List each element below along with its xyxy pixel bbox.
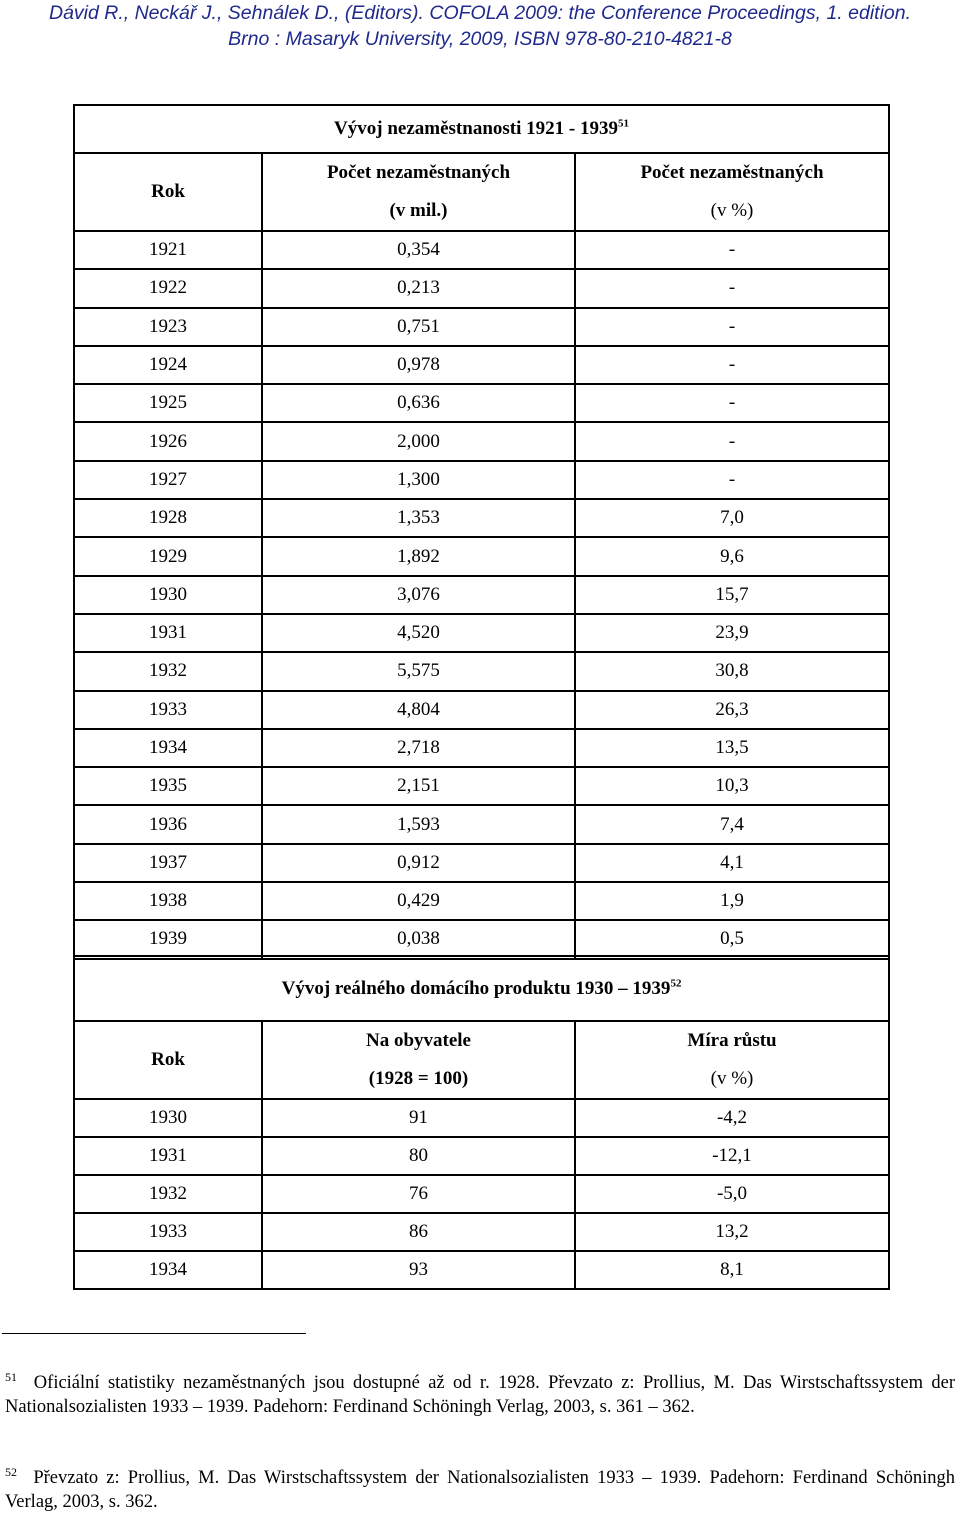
unemployment-table-title: Vývoj nezaměstnanosti 1921 - 1939$^{51}$: [74, 105, 889, 153]
running-header-publisher: Brno : Masaryk University, 2009, ISBN 978-80-210-4821-8: [228, 28, 732, 50]
cell-percent: -: [575, 461, 889, 499]
cell-value: 86: [262, 1213, 575, 1251]
cell-percent: -: [575, 422, 889, 460]
running-header-citation: Dávid R., Neckář J., Sehnálek D., (Editors). COFOLA 2009: the Conference Proceedings, 1. edition.: [48, 2, 912, 24]
cell-value: 2,000: [262, 422, 575, 460]
table-row: [74, 422, 889, 460]
table-row: [74, 920, 889, 958]
cell-year: 1925: [74, 384, 262, 422]
footnote-ref-51[interactable]: 51: [617, 117, 629, 130]
table-row: [74, 231, 889, 269]
table-row: [74, 269, 889, 307]
table-row: [74, 1251, 889, 1289]
table-row: [74, 576, 889, 614]
footnote-separator: [2, 1333, 306, 1334]
cell-year: 1930: [74, 576, 262, 614]
cell-value: 93: [262, 1251, 575, 1289]
cell-year: 1937: [74, 844, 262, 882]
table-row: [74, 652, 889, 690]
cell-value: 4,520: [262, 614, 575, 652]
cell-percent: -: [575, 231, 889, 269]
column-header-unemployed-millions: Počet nezaměstnaných (v mil.): [262, 153, 575, 231]
cell-year: 1921: [74, 231, 262, 269]
cell-percent: 15,7: [575, 576, 889, 614]
cell-year: 1932: [74, 652, 262, 690]
cell-percent: 9,6: [575, 537, 889, 575]
cell-value: 76: [262, 1175, 575, 1213]
table-row: [74, 346, 889, 384]
unemployment-table: [73, 104, 890, 960]
cell-percent: 8,1: [575, 1251, 889, 1289]
cell-value: 4,804: [262, 691, 575, 729]
cell-percent: 0,5: [575, 920, 889, 958]
cell-percent: 23,9: [575, 614, 889, 652]
cell-year: 1934: [74, 1251, 262, 1289]
cell-year: 1926: [74, 422, 262, 460]
column-header-year: Rok: [74, 1021, 262, 1099]
cell-percent: 13,5: [575, 729, 889, 767]
column-header-growth-rate: Míra růstu (v %): [575, 1021, 889, 1099]
column-header-per-capita: Na obyvatele (1928 = 100): [262, 1021, 575, 1099]
cell-year: 1939: [74, 920, 262, 958]
table-row: [74, 805, 889, 843]
cell-percent: 7,4: [575, 805, 889, 843]
table-row: [74, 461, 889, 499]
cell-percent: 4,1: [575, 844, 889, 882]
table-row: [74, 844, 889, 882]
cell-year: 1931: [74, 614, 262, 652]
cell-percent: -5,0: [575, 1175, 889, 1213]
table-row: [74, 499, 889, 537]
table-row: [74, 308, 889, 346]
cell-year: 1936: [74, 805, 262, 843]
cell-year: 1922: [74, 269, 262, 307]
table-row: [74, 1175, 889, 1213]
cell-year: 1929: [74, 537, 262, 575]
cell-percent: -12,1: [575, 1137, 889, 1175]
cell-percent: -: [575, 346, 889, 384]
cell-value: 0,751: [262, 308, 575, 346]
cell-year: 1933: [74, 691, 262, 729]
cell-percent: -: [575, 384, 889, 422]
cell-percent: 10,3: [575, 767, 889, 805]
cell-year: 1932: [74, 1175, 262, 1213]
cell-year: 1924: [74, 346, 262, 384]
footnote-text: Převzato z: Prollius, M. Das Wirstschaftssystem der Nationalsozialisten 1933 – 1939. Padehorn: Ferdinand Schöningh Verlag, 2003, s. 362.: [5, 1468, 956, 1512]
table-row: [74, 1213, 889, 1251]
cell-value: 0,038: [262, 920, 575, 958]
cell-value: 1,300: [262, 461, 575, 499]
footnote-51: [5, 1371, 955, 1419]
cell-value: 0,978: [262, 346, 575, 384]
cell-value: 2,718: [262, 729, 575, 767]
cell-percent: 30,8: [575, 652, 889, 690]
cell-percent: -: [575, 308, 889, 346]
cell-percent: 1,9: [575, 882, 889, 920]
cell-year: 1934: [74, 729, 262, 767]
cell-value: 5,575: [262, 652, 575, 690]
footnote-number: 52: [5, 1464, 17, 1479]
cell-year: 1930: [74, 1099, 262, 1137]
footnote-text: Oficiální statistiky nezaměstnaných jsou dostupné až od r. 1928. Převzato z: Prollius, M. Das Wirstschaftssystem der Nationalsozialisten 1933 – 1939. Padehorn: Ferdinand Schöningh Verlag, 2003, s. 361 – 362.: [5, 1373, 955, 1417]
cell-value: 2,151: [262, 767, 575, 805]
column-header-unemployed-percent: Počet nezaměstnaných (v %): [575, 153, 889, 231]
table-row: [74, 691, 889, 729]
table-row: [74, 384, 889, 422]
table-row: [74, 1137, 889, 1175]
cell-value: 0,429: [262, 882, 575, 920]
cell-percent: 7,0: [575, 499, 889, 537]
cell-year: 1938: [74, 882, 262, 920]
cell-value: 3,076: [262, 576, 575, 614]
cell-percent: -: [575, 269, 889, 307]
footnote-number: 51: [5, 1369, 17, 1384]
gdp-table-title: Vývoj reálného domácího produktu 1930 – 1939$^{52}$: [74, 956, 889, 1021]
table-row: [74, 767, 889, 805]
cell-value: 0,636: [262, 384, 575, 422]
cell-percent: 26,3: [575, 691, 889, 729]
gdp-table: [73, 955, 890, 1290]
cell-year: 1923: [74, 308, 262, 346]
table-row: [74, 1099, 889, 1137]
footnote-ref-52[interactable]: 52: [670, 977, 682, 990]
cell-value: 1,593: [262, 805, 575, 843]
cell-value: 80: [262, 1137, 575, 1175]
cell-percent: 13,2: [575, 1213, 889, 1251]
cell-value: 0,354: [262, 231, 575, 269]
cell-value: 0,912: [262, 844, 575, 882]
cell-year: 1927: [74, 461, 262, 499]
cell-year: 1931: [74, 1137, 262, 1175]
column-header-year: Rok: [74, 153, 262, 231]
table-row: [74, 882, 889, 920]
table-row: [74, 729, 889, 767]
cell-value: 91: [262, 1099, 575, 1137]
cell-value: 1,353: [262, 499, 575, 537]
cell-year: 1933: [74, 1213, 262, 1251]
cell-year: 1935: [74, 767, 262, 805]
cell-value: 1,892: [262, 537, 575, 575]
table-row: [74, 537, 889, 575]
cell-value: 0,213: [262, 269, 575, 307]
cell-year: 1928: [74, 499, 262, 537]
footnote-52: [5, 1466, 955, 1514]
cell-percent: -4,2: [575, 1099, 889, 1137]
table-row: [74, 614, 889, 652]
